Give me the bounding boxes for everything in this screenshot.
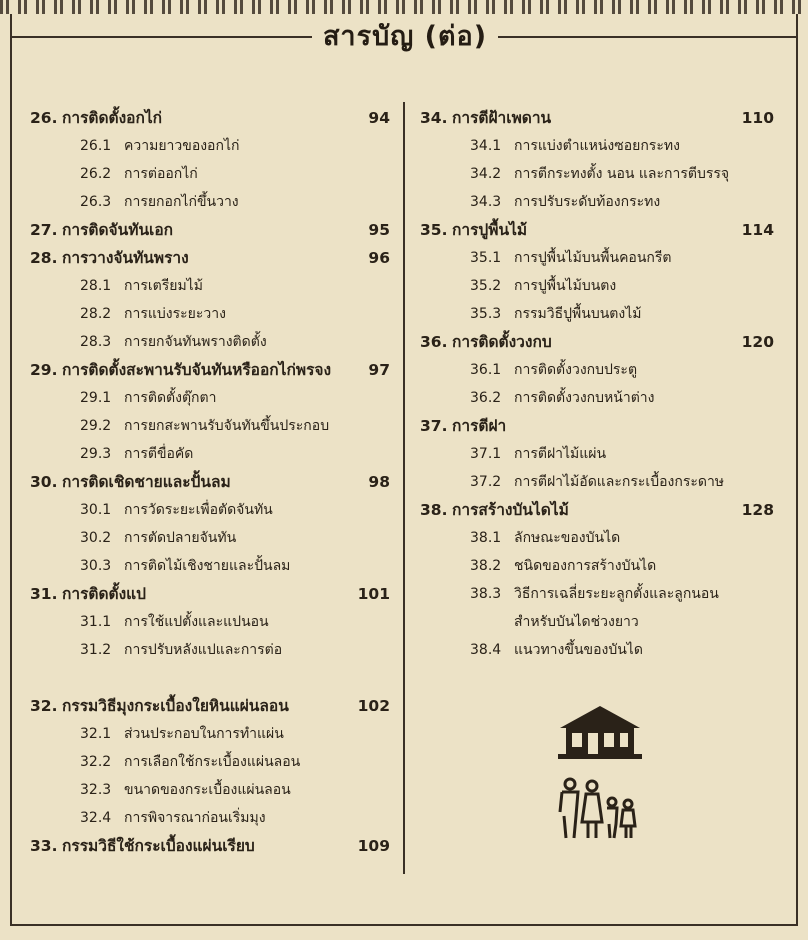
toc-title: การวัดระยะเพื่อตัดจันทัน [124,502,273,518]
toc-number: 29.3 [80,446,112,462]
toc-page-number: 128 [741,501,774,519]
toc-number: 32.2 [80,754,112,770]
toc-subsection [30,636,390,664]
toc-title: ความยาวของอกไก่ [124,138,240,154]
toc-title: ชนิดของการสร้างบันได [514,558,657,574]
toc-page-number: 98 [368,473,390,491]
toc-title: การสร้างบันไดไม้ [452,501,569,519]
toc-chapter [30,356,390,384]
toc-subsection [420,636,774,664]
toc-number: 34. [420,109,448,127]
toc-subsection [30,440,390,468]
toc-subsection [420,300,774,328]
toc-title: การต่ออกไก่ [124,166,198,182]
toc-title: กรรมวิธีปูพื้นบนตงไม้ [514,306,642,322]
toc-subsection [30,272,390,300]
toc-title: การติดตั้งวงกบประตู [514,362,638,378]
toc-chapter [30,468,390,496]
decorative-border [0,0,808,14]
toc-chapter [420,496,774,524]
title-rule-left [12,36,312,38]
toc-title: การปูพื้นไม้บนตง [514,278,617,294]
toc-subsection [420,440,774,468]
toc-number: 37. [420,417,448,435]
toc-subsection [420,524,774,552]
toc-number: 31. [30,585,58,603]
title-rule-right [498,36,796,38]
toc-number: 29.2 [80,418,112,434]
toc-title: การแบ่งระยะวาง [124,306,226,322]
toc-number: 37.1 [470,446,502,462]
toc-chapter [420,216,774,244]
toc-number: 38.4 [470,642,502,658]
toc-title: การเลือกใช้กระเบื้องแผ่นลอน [124,754,301,770]
toc-number: 36.1 [470,362,502,378]
toc-title: การติดตั้งวงกบหน้าต่าง [514,390,655,406]
toc-number: 27. [30,221,58,239]
toc-number: 26.3 [80,194,112,210]
toc-number: 35.1 [470,250,502,266]
toc-number: 38.1 [470,530,502,546]
toc-column-right [420,104,774,664]
illustration [556,700,646,846]
toc-number: 30. [30,473,58,491]
house-icon [556,700,644,762]
toc-subsection [420,468,774,496]
toc-title: การตีขื่อคัด [124,446,194,462]
toc-subsection [30,720,390,748]
toc-subsection [30,748,390,776]
toc-title: การวางจันทันพราง [62,249,189,267]
toc-title: การติดไม้เชิงชายและปั้นลม [124,558,291,574]
toc-chapter [420,328,774,356]
toc-title: สำหรับบันไดช่วงยาว [514,614,639,630]
toc-page-number: 96 [368,249,390,267]
toc-subsection [30,384,390,412]
toc-number: 31.2 [80,642,112,658]
toc-title: วิธีการเฉลี่ยระยะลูกตั้งและลูกนอน [514,586,719,602]
toc-number: 37.2 [470,474,502,490]
toc-number: 26.2 [80,166,112,182]
toc-title: การยกจันทันพรางติดตั้ง [124,334,267,350]
toc-subsection [420,244,774,272]
toc-subsection [30,496,390,524]
toc-chapter [30,692,390,720]
toc-page-number: 95 [368,221,390,239]
toc-subsection [30,132,390,160]
toc-number: 32.1 [80,726,112,742]
toc-number: 32. [30,697,58,715]
toc-subsection [420,272,774,300]
toc-title: ขนาดของกระเบื้องแผ่นลอน [124,782,291,798]
toc-subsection [420,608,774,636]
toc-number: 28.1 [80,278,112,294]
toc-title: กรรมวิธีใช้กระเบื้องแผ่นเรียบ [62,837,255,855]
toc-number: 32.4 [80,810,112,826]
toc-title: การตีกระทงตั้ง นอน และการตีบรรจุ [514,166,730,182]
toc-title: ส่วนประกอบในการทำแผ่น [124,726,284,742]
page-title: สารบัญ (ต่อ) [322,21,488,52]
toc-title: การติดตั้งตุ๊กตา [124,390,217,406]
toc-number: 38. [420,501,448,519]
toc-number: 30.1 [80,502,112,518]
toc-title: การยกสะพานรับจันทันขึ้นประกอบ [124,418,330,434]
toc-spacer [30,664,390,692]
toc-title: การปูพื้นไม้ [452,221,528,239]
family-icon [556,776,640,842]
toc-page-number: 97 [368,361,390,379]
toc-chapter [30,580,390,608]
toc-subsection [30,524,390,552]
toc-page-number: 120 [741,333,774,351]
toc-number: 28.2 [80,306,112,322]
toc-subsection [420,384,774,412]
toc-title: การแบ่งตำแหน่งซอยกระทง [514,138,680,154]
toc-title: การใช้แปตั้งและแปนอน [124,614,269,630]
toc-number: 36. [420,333,448,351]
toc-subsection [420,580,774,608]
toc-page-number: 101 [357,585,390,603]
toc-number: 29.1 [80,390,112,406]
toc-chapter [420,412,774,440]
column-divider [403,102,405,874]
toc-subsection [420,356,774,384]
toc-subsection [30,776,390,804]
toc-title: การปรับหลังแปและการต่อ [124,642,283,658]
toc-title: การตัดปลายจันทัน [124,530,237,546]
toc-number: 34.3 [470,194,502,210]
toc-number: 35.3 [470,306,502,322]
toc-subsection [30,608,390,636]
toc-number: 32.3 [80,782,112,798]
toc-subsection [30,552,390,580]
toc-page-number: 110 [741,109,774,127]
toc-title: การพิจารณาก่อนเริ่มมุง [124,810,266,826]
toc-title: การติดตั้งวงกบ [452,333,552,351]
toc-number: 34.1 [470,138,502,154]
toc-number: 38.2 [470,558,502,574]
toc-number: 30.2 [80,530,112,546]
toc-title: ลักษณะของบันได [514,530,621,546]
toc-number: 30.3 [80,558,112,574]
toc-title: กรรมวิธีมุงกระเบื้องใยหินแผ่นลอน [62,697,289,715]
toc-number: 33. [30,837,58,855]
toc-number: 35. [420,221,448,239]
toc-title: การปูพื้นไม้บนพื้นคอนกรีต [514,250,672,266]
toc-page-number: 109 [357,837,390,855]
toc-title: การตีฝ้าเพดาน [452,109,552,127]
toc-column-left [30,104,390,860]
toc-number: 26. [30,109,58,127]
toc-number: 36.2 [470,390,502,406]
toc-title: การยกอกไก่ขึ้นวาง [124,194,239,210]
toc-title: การติดตั้งอกไก่ [62,109,163,127]
toc-number: 34.2 [470,166,502,182]
toc-number: 38.3 [470,586,502,602]
toc-title: การตีฝาไม้แผ่น [514,446,607,462]
toc-subsection [420,132,774,160]
toc-page-number: 94 [368,109,390,127]
toc-title: การตีฝาไม้อัดและกระเบื้องกระดาษ [514,474,725,490]
toc-number: 26.1 [80,138,112,154]
toc-subsection [30,300,390,328]
toc-number: 28. [30,249,58,267]
toc-subsection [30,804,390,832]
toc-chapter [30,244,390,272]
toc-subsection [30,328,390,356]
toc-subsection [30,412,390,440]
toc-chapter [30,104,390,132]
toc-number: 35.2 [470,278,502,294]
toc-number: 29. [30,361,58,379]
toc-number: 31.1 [80,614,112,630]
toc-title: การติดเชิดชายและปั้นลม [62,473,231,491]
toc-subsection [420,160,774,188]
toc-chapter [30,216,390,244]
toc-subsection [30,160,390,188]
toc-chapter [420,104,774,132]
toc-title: การปรับระดับท้องกระทง [514,194,661,210]
toc-title: การเตรียมไม้ [124,278,203,294]
toc-subsection [420,188,774,216]
toc-subsection [30,188,390,216]
toc-title: การติดจันทันเอก [62,221,174,239]
toc-subsection [420,552,774,580]
toc-title: การติดตั้งสะพานรับจันทันหรืออกไก่พรจง [62,361,332,379]
toc-title: การติดตั้งแป [62,585,147,603]
toc-page-number: 102 [357,697,390,715]
toc-chapter [30,832,390,860]
toc-title: การตีฝา [452,417,507,435]
toc-page-number: 114 [741,221,774,239]
toc-number: 28.3 [80,334,112,350]
toc-title: แนวทางขึ้นของบันได [514,642,643,658]
